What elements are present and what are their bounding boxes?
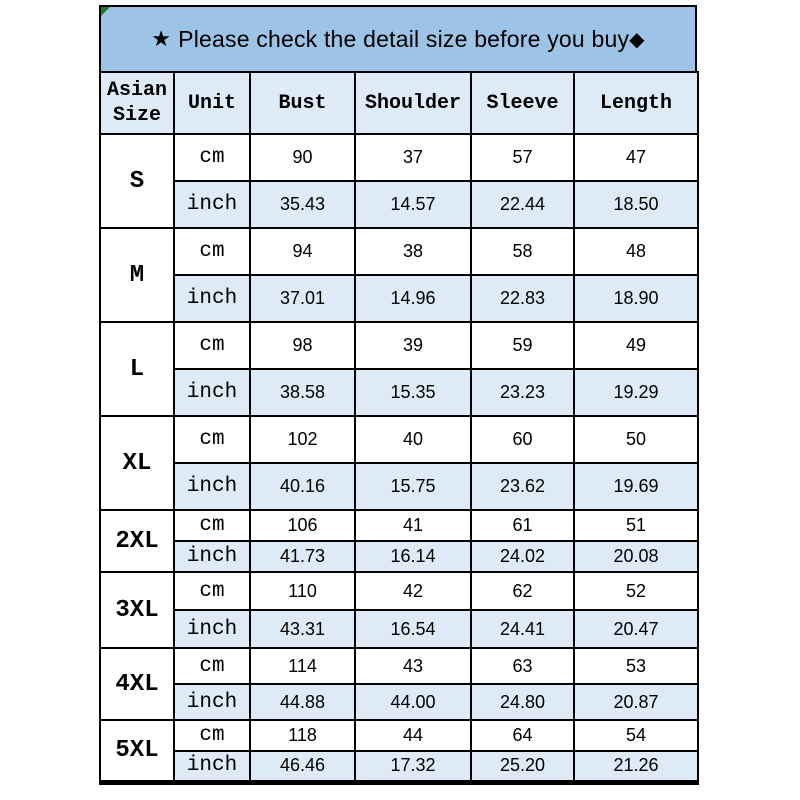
measurement-cell: 60 [471,416,574,463]
unit-cell: cm [174,416,250,463]
measurement-cell: 39 [355,322,471,369]
measurement-cell: 106 [250,510,355,541]
unit-cell: inch [174,610,250,648]
measurement-cell: 24.41 [471,610,574,648]
table-row [100,751,698,782]
header-shoulder: Shoulder [355,72,471,134]
table-row [100,610,698,648]
measurement-cell: 62 [471,572,574,610]
table-row [100,572,698,610]
measurement-cell: 44.88 [250,684,355,720]
table-row [100,463,698,510]
measurement-cell: 43.31 [250,610,355,648]
notice-banner [99,5,697,71]
measurement-cell: 58 [471,228,574,275]
table-row [100,684,698,720]
header-row [100,72,698,134]
measurement-cell: 94 [250,228,355,275]
unit-cell: cm [174,648,250,684]
measurement-cell: 49 [574,322,698,369]
size-chart [99,5,697,785]
measurement-cell: 48 [574,228,698,275]
measurement-cell: 17.32 [355,751,471,782]
measurement-cell: 53 [574,648,698,684]
table-row [100,541,698,572]
table-row [100,510,698,541]
table-row [100,416,698,463]
unit-cell: cm [174,572,250,610]
measurement-cell: 51 [574,510,698,541]
unit-cell: inch [174,463,250,510]
measurement-cell: 37.01 [250,275,355,322]
table-row [100,228,698,275]
measurement-cell: 14.96 [355,275,471,322]
diamond-icon: ◆ [629,28,645,51]
table-row [100,134,698,181]
unit-cell: cm [174,322,250,369]
header-length: Length [574,72,698,134]
measurement-cell: 40.16 [250,463,355,510]
measurement-cell: 98 [250,322,355,369]
measurement-cell: 64 [471,720,574,751]
measurement-cell: 16.54 [355,610,471,648]
measurement-cell: 46.46 [250,751,355,782]
measurement-cell: 102 [250,416,355,463]
measurement-cell: 41 [355,510,471,541]
measurement-cell: 50 [574,416,698,463]
header-asian-size: Asian Size [100,72,174,134]
measurement-cell: 20.87 [574,684,698,720]
unit-cell: cm [174,720,250,751]
unit-cell: inch [174,181,250,228]
measurement-cell: 118 [250,720,355,751]
size-cell-xl: XL [100,416,174,510]
table-row [100,322,698,369]
table-row [100,369,698,416]
measurement-cell: 19.29 [574,369,698,416]
measurement-cell: 22.44 [471,181,574,228]
measurement-cell: 24.02 [471,541,574,572]
measurement-cell: 23.23 [471,369,574,416]
measurement-cell: 44.00 [355,684,471,720]
measurement-cell: 59 [471,322,574,369]
cell-corner-mark-icon [101,7,110,16]
size-table [99,71,699,785]
measurement-cell: 19.69 [574,463,698,510]
measurement-cell: 114 [250,648,355,684]
unit-cell: inch [174,541,250,572]
header-unit: Unit [174,72,250,134]
unit-cell: cm [174,134,250,181]
unit-cell: inch [174,369,250,416]
unit-cell: cm [174,510,250,541]
measurement-cell: 23.62 [471,463,574,510]
header-bust: Bust [250,72,355,134]
table-row [100,720,698,751]
measurement-cell: 63 [471,648,574,684]
size-cell-3xl: 3XL [100,572,174,648]
size-cell-5xl: 5XL [100,720,174,782]
measurement-cell: 54 [574,720,698,751]
measurement-cell: 25.20 [471,751,574,782]
measurement-cell: 47 [574,134,698,181]
table-row [100,648,698,684]
measurement-cell: 35.43 [250,181,355,228]
measurement-cell: 18.90 [574,275,698,322]
size-cell-l: L [100,322,174,416]
size-cell-2xl: 2XL [100,510,174,572]
star-icon: ★ [151,26,172,51]
measurement-cell: 15.35 [355,369,471,416]
table-row [100,181,698,228]
measurement-cell: 43 [355,648,471,684]
measurement-cell: 21.26 [574,751,698,782]
unit-cell: inch [174,684,250,720]
measurement-cell: 42 [355,572,471,610]
unit-cell: cm [174,228,250,275]
measurement-cell: 18.50 [574,181,698,228]
measurement-cell: 90 [250,134,355,181]
measurement-cell: 14.57 [355,181,471,228]
measurement-cell: 61 [471,510,574,541]
measurement-cell: 16.14 [355,541,471,572]
measurement-cell: 52 [574,572,698,610]
size-cell-4xl: 4XL [100,648,174,720]
measurement-cell: 22.83 [471,275,574,322]
measurement-cell: 38.58 [250,369,355,416]
header-sleeve: Sleeve [471,72,574,134]
notice-text: Please check the detail size before you buy [178,25,630,52]
measurement-cell: 37 [355,134,471,181]
size-cell-m: M [100,228,174,322]
unit-cell: inch [174,751,250,782]
measurement-cell: 57 [471,134,574,181]
unit-cell: inch [174,275,250,322]
measurement-cell: 20.47 [574,610,698,648]
measurement-cell: 40 [355,416,471,463]
measurement-cell: 20.08 [574,541,698,572]
measurement-cell: 41.73 [250,541,355,572]
measurement-cell: 38 [355,228,471,275]
table-row [100,275,698,322]
measurement-cell: 24.80 [471,684,574,720]
measurement-cell: 110 [250,572,355,610]
size-cell-s: S [100,134,174,228]
measurement-cell: 44 [355,720,471,751]
measurement-cell: 15.75 [355,463,471,510]
